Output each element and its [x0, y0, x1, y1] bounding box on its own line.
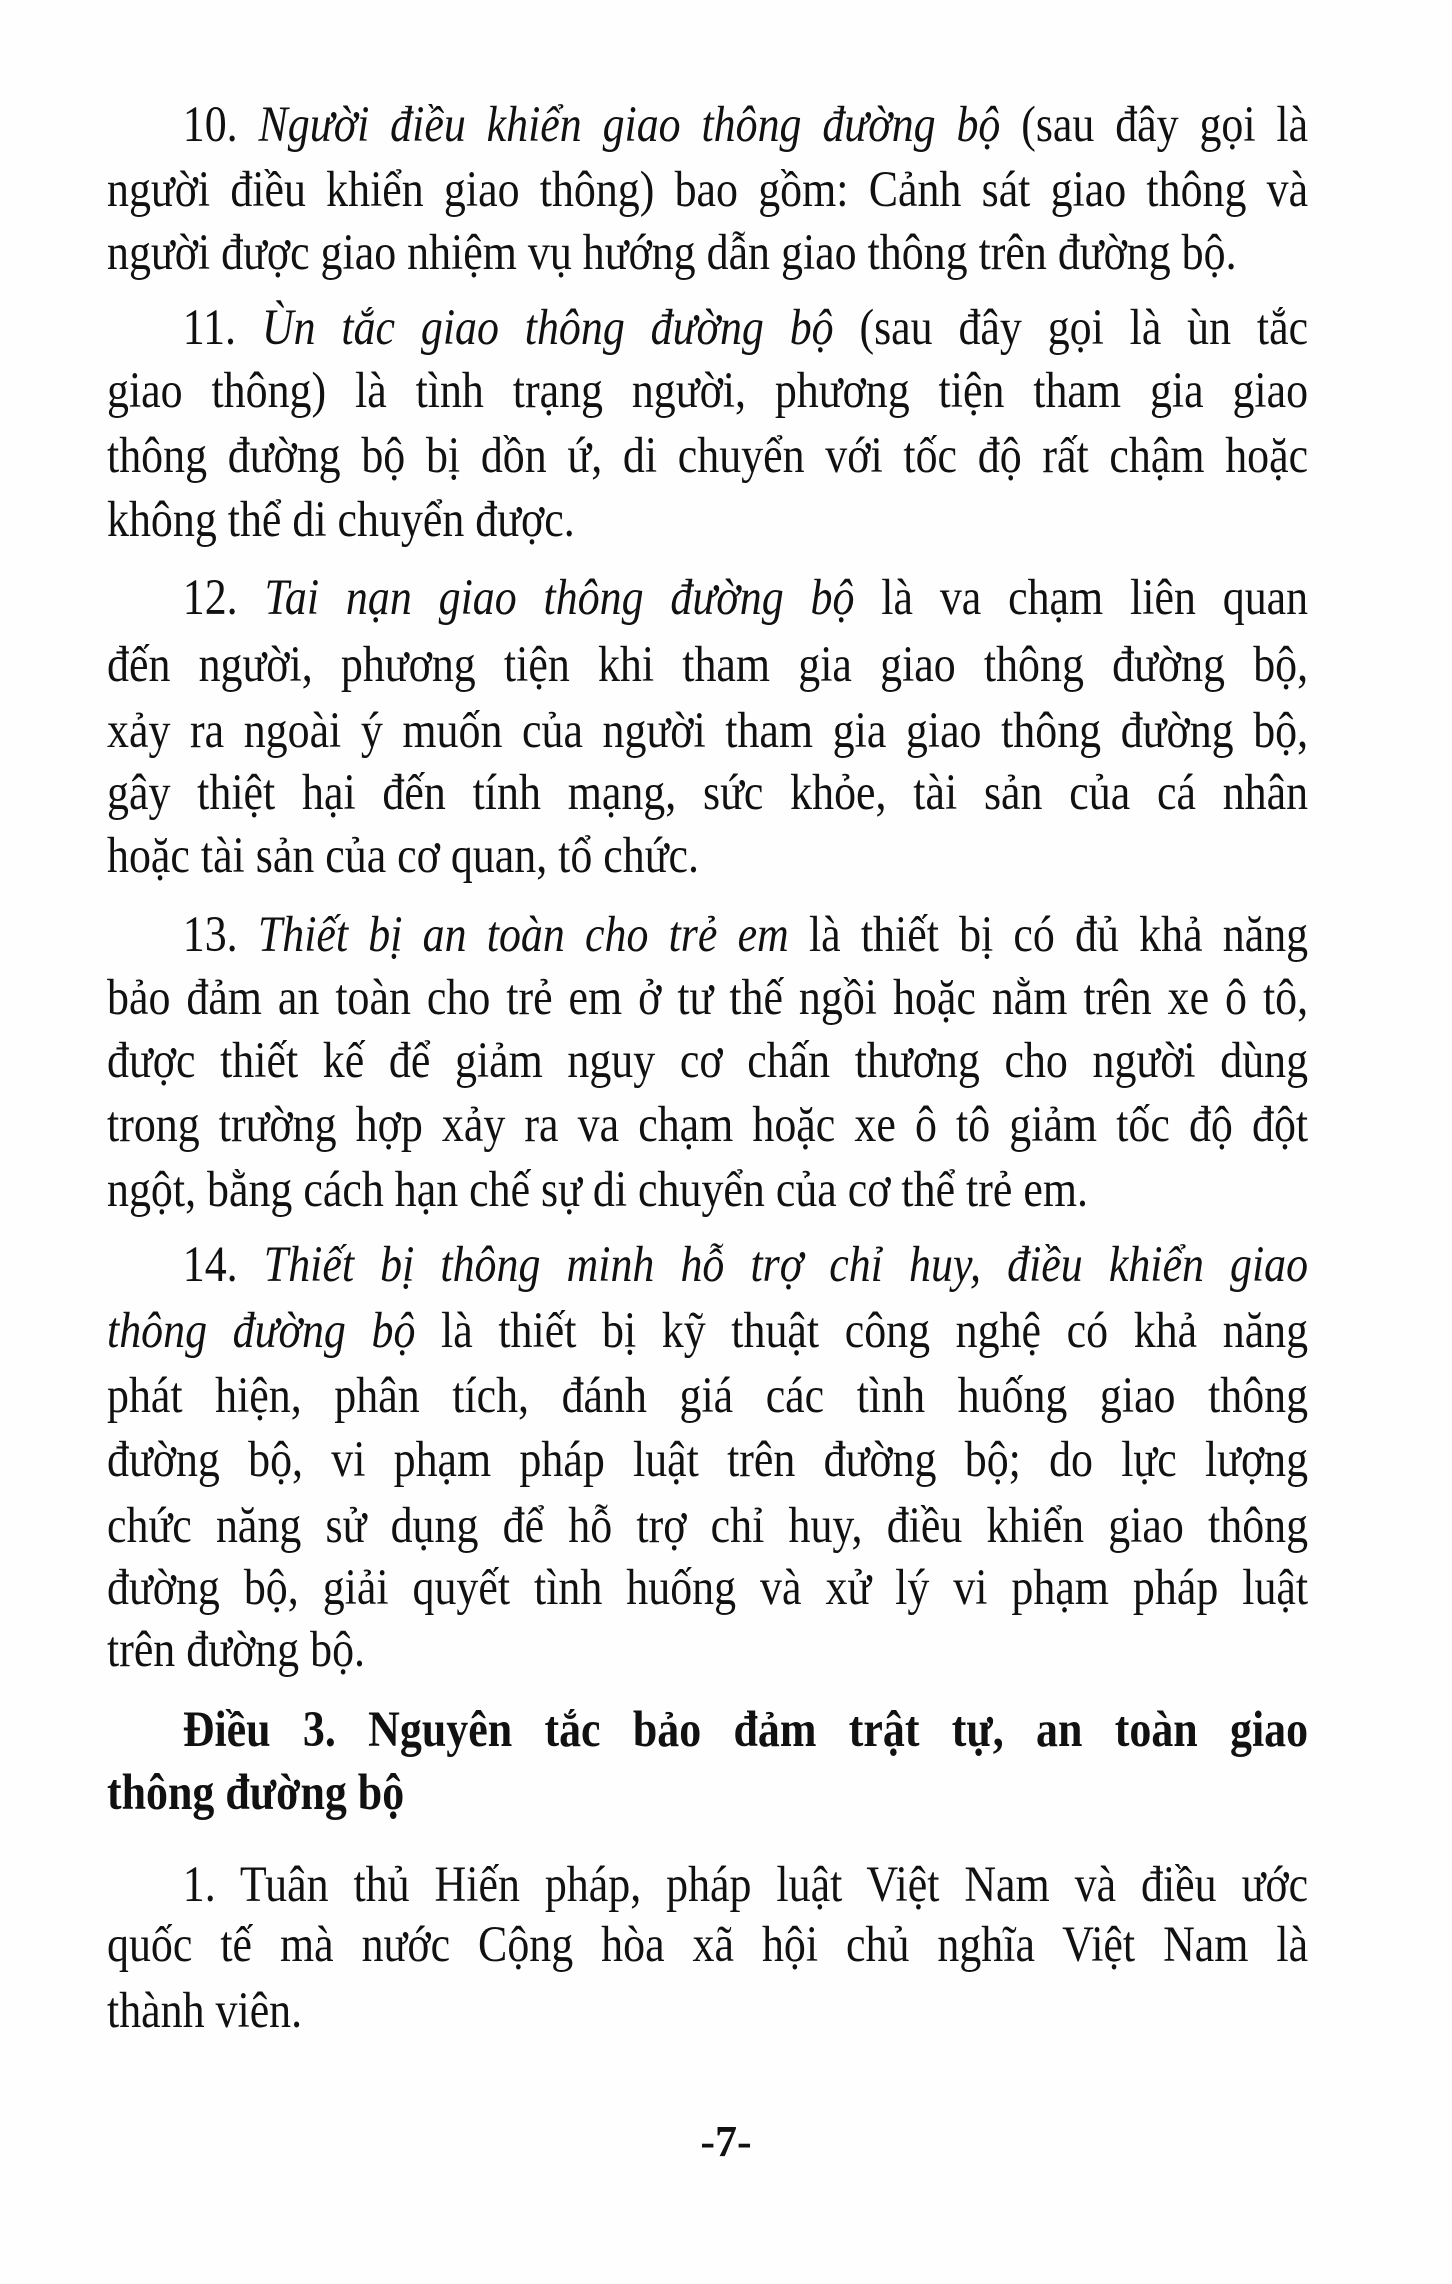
line-text: gây thiệt hại đến tính mạng, sức khỏe, tài sản của cá nhân: [107, 765, 1309, 821]
line-text: trong trường hợp xảy ra va chạm hoặc xe ô tô giảm tốc độ đột: [107, 1097, 1309, 1153]
line-text: người được giao nhiệm vụ hướng dẫn giao thông trên đường bộ.: [107, 225, 1237, 281]
heading-line: thông đường bộ: [107, 1765, 405, 1821]
text-line: [107, 1432, 1309, 1488]
line-text: Tuân thủ Hiến pháp, pháp luật Việt Nam và điều ước: [215, 1857, 1309, 1913]
line-text: đường bộ, giải quyết tình huống và xử lý vi phạm pháp luật: [107, 1560, 1309, 1616]
text-line: [107, 225, 1308, 281]
text-line: [107, 1622, 1308, 1678]
line-text: đường bộ, vi phạm pháp luật trên đường bộ; do lực lượng: [107, 1432, 1309, 1488]
page-number: -7-: [700, 2117, 752, 2166]
line-text: (sau đây gọi là: [1000, 97, 1309, 153]
heading-line: Điều 3. Nguyên tắc bảo đảm trật tự, an toàn giao: [182, 1702, 1309, 1758]
text-line: [107, 765, 1309, 821]
defined-term: Ùn tắc giao thông đường bộ: [261, 300, 834, 356]
text-line: [107, 363, 1309, 419]
item-number: 13.: [182, 907, 238, 963]
text-line: [182, 1237, 1309, 1293]
text-line: [107, 1917, 1309, 1973]
defined-term: Người điều khiển giao thông đường bộ: [258, 97, 1001, 153]
text-line: [107, 1560, 1309, 1616]
line-text: ngột, bằng cách hạn chế sự di chuyển của cơ thể trẻ em.: [107, 1162, 1088, 1218]
line-text: được thiết kế để giảm nguy cơ chấn thương cho người dùng: [107, 1033, 1309, 1089]
text-line: [107, 1033, 1309, 1089]
item-number: 10.: [182, 97, 238, 153]
text-line: [107, 1097, 1309, 1153]
text-line: [182, 300, 1309, 356]
item-number: 12.: [182, 570, 238, 626]
line-text: quốc tế mà nước Cộng hòa xã hội chủ nghĩa Việt Nam là: [107, 1917, 1309, 1973]
text-line: [107, 703, 1309, 759]
line-text: hoặc tài sản của cơ quan, tổ chức.: [107, 828, 700, 884]
line-text: không thể di chuyển được.: [107, 492, 575, 548]
text-line: [107, 1303, 1309, 1359]
text-line: [107, 1498, 1309, 1554]
line-text: là thiết bị có đủ khả năng: [788, 907, 1309, 963]
defined-term: Thiết bị an toàn cho trẻ em: [257, 907, 789, 963]
text-line: [107, 828, 1308, 884]
line-text: là va chạm liên quan: [854, 570, 1309, 626]
text-line: [182, 907, 1309, 963]
item-number: 11.: [182, 300, 237, 356]
text-line: [107, 970, 1309, 1026]
line-text: trên đường bộ.: [107, 1622, 366, 1678]
line-text: thành viên.: [107, 1983, 303, 2039]
text-line: [182, 97, 1309, 153]
line-text: bảo đảm an toàn cho trẻ em ở tư thế ngồi hoặc nằm trên xe ô tô,: [107, 970, 1309, 1026]
defined-term: Tai nạn giao thông đường bộ: [264, 570, 855, 626]
line-text: phát hiện, phân tích, đánh giá các tình huống giao thông: [107, 1368, 1309, 1424]
text-line: [107, 1368, 1309, 1424]
line-text: đến người, phương tiện khi tham gia giao thông đường bộ,: [107, 637, 1309, 693]
item-number: 14.: [182, 1237, 238, 1293]
defined-term: thông đường bộ: [107, 1303, 416, 1359]
line-text: (sau đây gọi là ùn tắc: [833, 300, 1309, 356]
defined-term: Thiết bị thông minh hỗ trợ chỉ huy, điều khiển giao: [263, 1237, 1309, 1293]
text-line: [107, 637, 1309, 693]
line-text: người điều khiển giao thông) bao gồm: Cảnh sát giao thông và: [107, 162, 1309, 218]
text-line: [182, 1857, 1309, 1913]
text-line: [107, 428, 1309, 484]
text-line: [107, 1983, 1308, 2039]
clause-number: 1.: [182, 1857, 216, 1913]
text-line: [107, 1162, 1308, 1218]
line-text: thông đường bộ bị dồn ứ, di chuyển với tốc độ rất chậm hoặc: [107, 428, 1309, 484]
text-line: [182, 570, 1309, 626]
text-line: [107, 492, 1308, 548]
text-column: [107, 0, 1308, 2284]
line-text: xảy ra ngoài ý muốn của người tham gia giao thông đường bộ,: [107, 703, 1309, 759]
line-text: chức năng sử dụng để hỗ trợ chỉ huy, điều khiển giao thông: [107, 1498, 1309, 1554]
line-text: là thiết bị kỹ thuật công nghệ có khả năng: [415, 1303, 1309, 1359]
text-line: [107, 162, 1309, 218]
line-text: giao thông) là tình trạng người, phương tiện tham gia giao: [107, 363, 1309, 419]
